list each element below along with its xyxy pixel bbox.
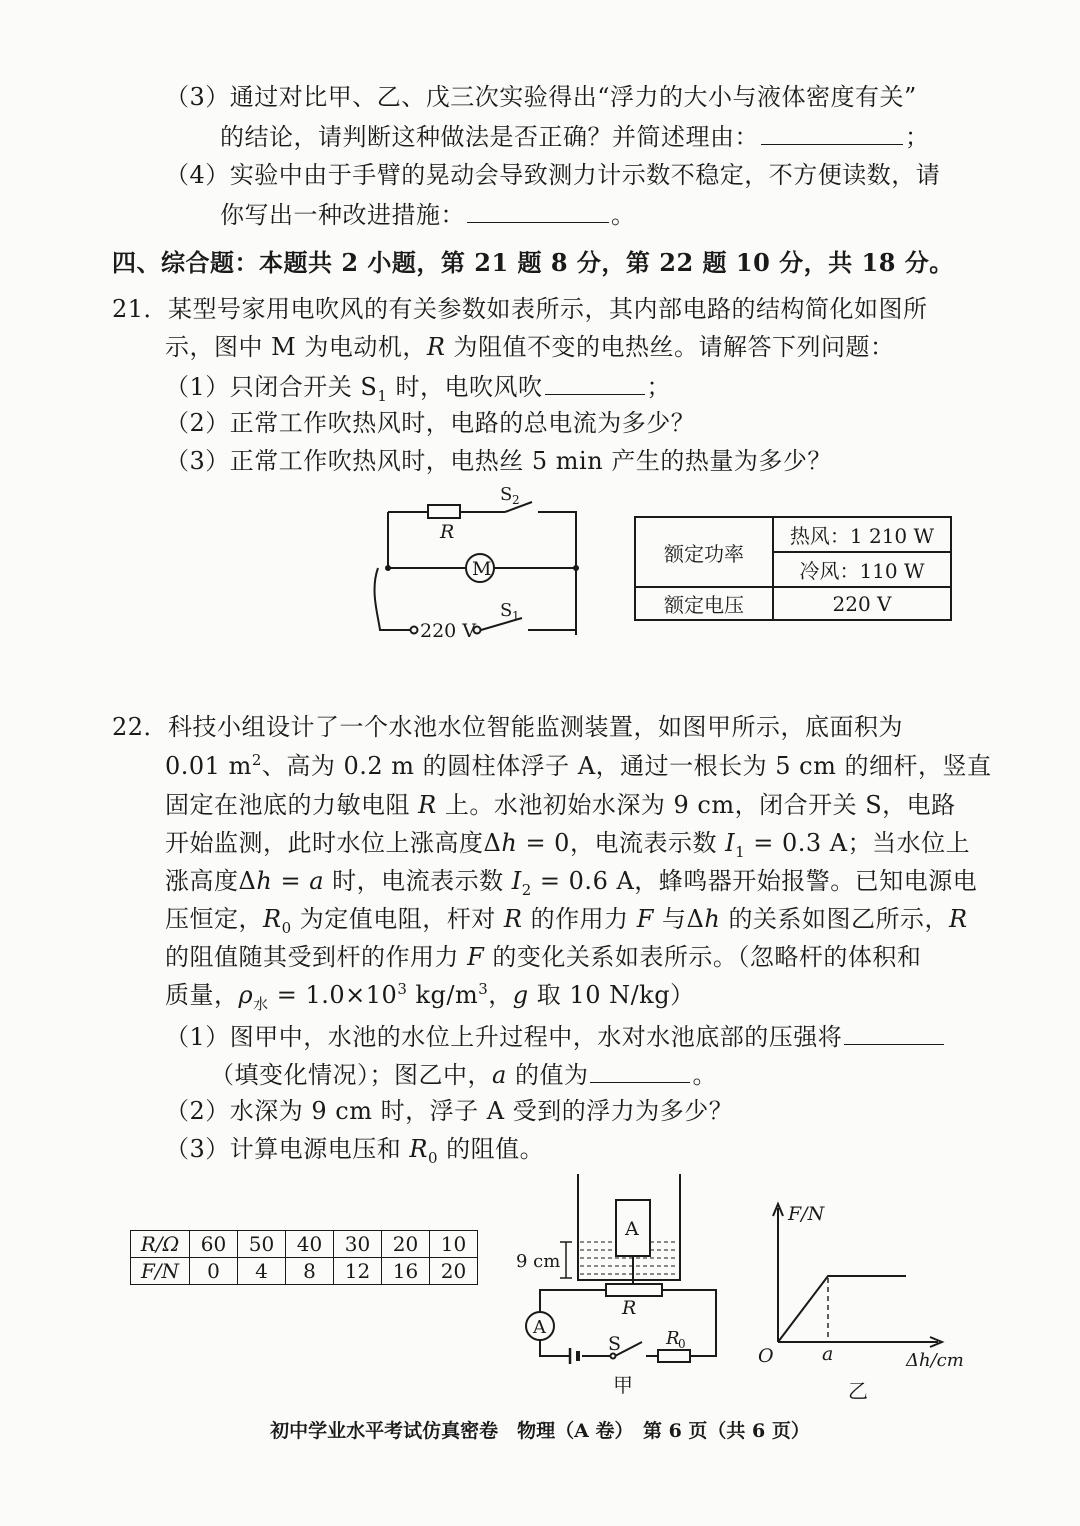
- q22-stem-line3: 固定在池底的力敏电阻 R 上。水池初始水深为 9 cm，闭合开关 S，电路: [165, 791, 956, 819]
- force-curve: [778, 1276, 906, 1342]
- hot-air-power: 热风：1 210 W: [773, 517, 951, 552]
- svg-text:0: 0: [678, 1337, 686, 1351]
- table-cell: 30: [334, 1231, 382, 1258]
- origin-label: O: [758, 1345, 774, 1367]
- svg-text:2: 2: [512, 493, 520, 507]
- q21-stem-line1: 21．某型号家用电吹风的有关参数如表所示，其内部电路的结构简化如图所: [112, 295, 928, 323]
- label-S: S: [608, 1333, 622, 1355]
- force-sensitive-resistor: [606, 1284, 662, 1296]
- q22-stem-line1: 22．科技小组设计了一个水池水位智能监测装置，如图甲所示，底面积为: [112, 713, 904, 741]
- label-S1: S: [500, 600, 513, 621]
- table-cell: 8: [286, 1258, 334, 1285]
- rated-voltage-label: 额定电压: [635, 587, 773, 620]
- q22-stem-line7: 的阻值随其受到杆的作用力 F 的变化关系如表所示。（忽略杆的体积和: [165, 943, 922, 971]
- q22-stem-line4: 开始监测，此时水位上涨高度Δh = 0，电流表示数 $I_1 = 0.3$ A；当水位上: [165, 829, 971, 861]
- q21-part3: （3）正常工作吹热风时，电热丝 5 min 产生的热量为多少？: [165, 447, 832, 475]
- svg-text:1: 1: [512, 609, 520, 623]
- label-ammeter: A: [533, 1317, 546, 1338]
- cold-air-power: 冷风：110 W: [773, 552, 951, 587]
- table-cell: 0: [190, 1258, 238, 1285]
- label-R0: R: [666, 1328, 680, 1349]
- q22-figure-jia: [510, 1170, 730, 1400]
- rated-voltage-value: 220 V: [773, 587, 951, 620]
- page-footer: 初中学业水平考试仿真密卷 物理（A 卷） 第 6 页（共 6 页）: [270, 1420, 810, 1442]
- q22-stem-line5: 涨高度Δh = a 时，电流表示数 $I_2 = 0.6$ A，蜂鸣器开始报警。已知电源电: [165, 867, 978, 899]
- label-A: A: [625, 1218, 639, 1240]
- table-cell: 16: [382, 1258, 430, 1285]
- label-S2: S: [500, 484, 513, 505]
- answer-blank[interactable]: [844, 1018, 944, 1045]
- label-voltage: 220 V: [420, 620, 477, 642]
- table-cell: 20: [382, 1231, 430, 1258]
- table-cell: 4: [238, 1258, 286, 1285]
- q22-stem-line8: 质量，$\rho_水 = 1.0\times 10^3$ $kg/m^3$，g 取 10 N/kg）: [165, 980, 695, 1013]
- label-R: R: [622, 1297, 637, 1319]
- q22-graph-yi: [750, 1196, 980, 1401]
- answer-blank[interactable]: [590, 1056, 690, 1083]
- q21-part1: （1）只闭合开关 $S_1$ 时，电吹风吹 ；: [165, 368, 671, 404]
- answer-blank[interactable]: [467, 196, 609, 223]
- q22-stem-line2: 0.01 $m^2$、高为 0.2 m 的圆柱体浮子 A，通过一根长为 5 cm 的细杆，竖直: [165, 751, 992, 780]
- q22-part2: （2）水深为 9 cm 时，浮子 A 受到的浮力为多少？: [165, 1097, 734, 1125]
- table-cell: 40: [286, 1231, 334, 1258]
- q20-part3-line2: 的结论，请判断这种做法是否正确？并简述理由： ；: [220, 118, 930, 154]
- answer-blank[interactable]: [545, 368, 645, 395]
- section-heading: 四、综合题：本题共 2 小题，第 21 题 8 分，第 22 题 10 分，共 18 分。: [112, 248, 954, 277]
- label-M: M: [472, 558, 492, 580]
- q21-stem-line2: 示，图中 M 为电动机，R 为阻值不变的电热丝。请解答下列问题：: [165, 333, 895, 361]
- table-cell: 12: [334, 1258, 382, 1285]
- table-cell: 20: [430, 1258, 478, 1285]
- label-depth: 9 cm: [516, 1251, 561, 1272]
- label-R: R: [440, 521, 455, 543]
- row-label-R: R/Ω: [131, 1231, 190, 1258]
- figure-caption-jia: 甲: [613, 1373, 633, 1397]
- q21-part2: （2）正常工作吹热风时，电路的总电流为多少？: [165, 409, 696, 437]
- q21-spec-table: [634, 516, 952, 621]
- table-cell: 60: [190, 1231, 238, 1258]
- q21-circuit-diagram: [360, 480, 600, 650]
- resistor-R0: [658, 1350, 690, 1362]
- q20-part4-line2: 你写出一种改进措施： 。: [220, 196, 636, 232]
- x-axis-label: Δh/cm: [906, 1350, 964, 1371]
- q22-resistance-force-table: [130, 1230, 478, 1285]
- resistor-R: [428, 505, 460, 518]
- tick-label-a: a: [822, 1343, 834, 1365]
- table-cell: 50: [238, 1231, 286, 1258]
- q22-part3: （3）计算电源电压和 $R_0$ 的阻值。: [165, 1135, 545, 1167]
- q22-part1-line1: （1）图甲中，水池的水位上升过程中，水对水池底部的压强将: [165, 1018, 946, 1054]
- answer-blank[interactable]: [761, 118, 903, 145]
- q22-part1-line2: （填变化情况）；图乙中，a 的值为 。: [210, 1056, 717, 1092]
- table-cell: 10: [430, 1231, 478, 1258]
- row-label-F: F/N: [131, 1258, 190, 1285]
- q20-part3-line1: （3）通过对比甲、乙、戊三次实验得出“浮力的大小与液体密度有关”: [165, 83, 917, 111]
- figure-caption-yi: 乙: [848, 1379, 868, 1401]
- rated-power-label: 额定功率: [635, 517, 773, 587]
- q22-stem-line6: 压恒定，$R_0$ 为定值电阻，杆对 R 的作用力 F 与Δh 的关系如图乙所示，R: [165, 905, 968, 937]
- q20-part4-line1: （4）实验中由于手臂的晃动会导致测力计示数不稳定，不方便读数，请: [165, 161, 941, 189]
- y-axis-label: F/N: [788, 1203, 825, 1225]
